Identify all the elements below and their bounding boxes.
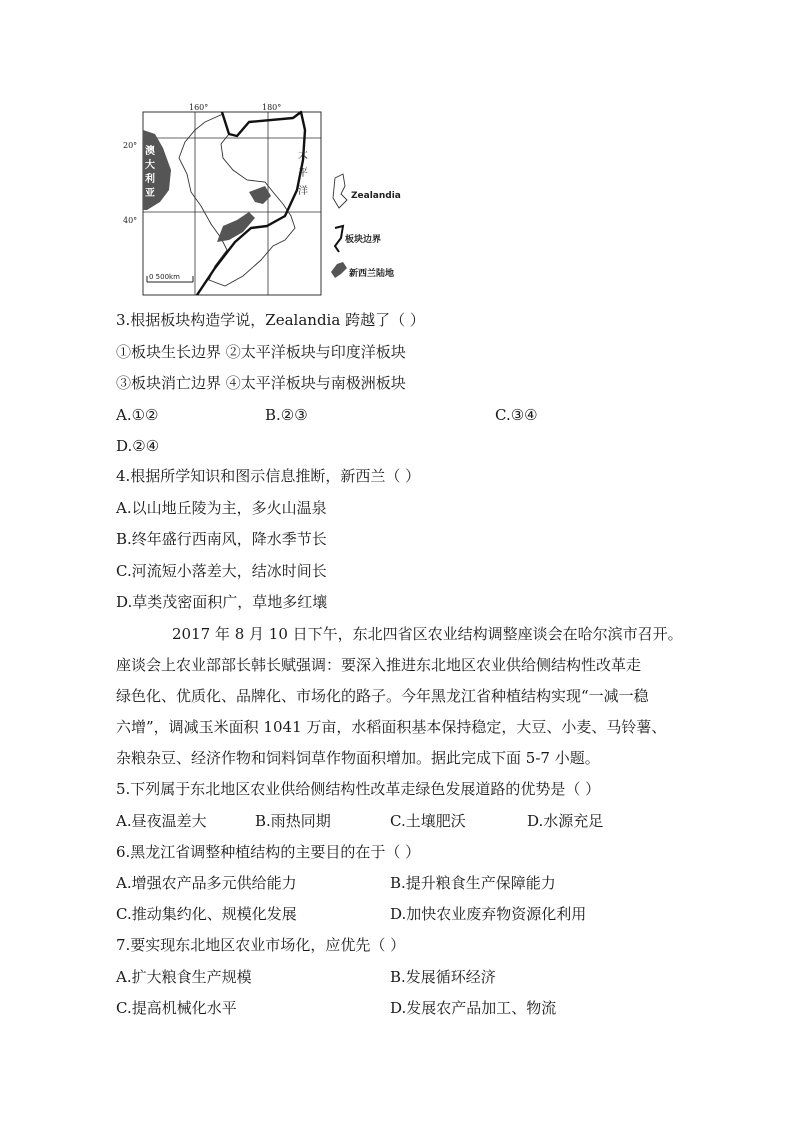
lon-160-label: 160° bbox=[189, 103, 209, 112]
new-zealand-land bbox=[217, 212, 255, 242]
legend-nz-land-label: 新西兰陆地 bbox=[349, 269, 395, 279]
passage-line: 绿色化、优质化、品牌化、市场化的路子。今年黑龙江省种植结构实现“一减一稳 bbox=[116, 687, 649, 705]
q6-option-a: A.增强农产品多元供给能力 bbox=[116, 874, 297, 892]
q7-option-a: A.扩大粮食生产规模 bbox=[116, 968, 252, 986]
legend-boundary-symbol bbox=[335, 226, 343, 252]
q6-option-b: B.提升粮食生产保障能力 bbox=[390, 874, 556, 892]
australia-label: 澳 bbox=[145, 146, 155, 157]
q3-option-a: A.①② bbox=[116, 406, 159, 424]
q3-stem: 3.根据板块构造学说，Zealandia 跨越了（ ） bbox=[116, 311, 425, 329]
scale-label: 0 500km bbox=[149, 273, 180, 281]
map-frame bbox=[143, 112, 321, 295]
q5-option-a: A.昼夜温差大 bbox=[116, 812, 207, 830]
q7-option-d: D.发展农产品加工、物流 bbox=[390, 999, 557, 1017]
australia-label: 利 bbox=[145, 174, 155, 185]
legend-zealandia-symbol bbox=[333, 174, 347, 208]
passage-line: 杂粮杂豆、经济作物和饲料饲草作物面积增加。据此完成下面 5-7 小题。 bbox=[116, 749, 600, 767]
q7-option-c: C.提高机械化水平 bbox=[116, 999, 237, 1017]
lat-40-label: 40° bbox=[123, 216, 138, 225]
passage bbox=[116, 619, 696, 774]
q4-option: B.终年盛行西南风，降水季节长 bbox=[116, 530, 327, 548]
q3-option-d: D.②④ bbox=[116, 437, 160, 455]
q4-option: D.草类茂密面积广，草地多红壤 bbox=[116, 593, 328, 611]
q5-stem: 5.下列属于东北地区农业供给侧结构性改革走绿色发展道路的优势是（ ） bbox=[116, 780, 601, 798]
q5-option-b: B.雨热同期 bbox=[255, 812, 331, 830]
q3-option-c: C.③④ bbox=[495, 406, 538, 424]
q3-item: ③板块消亡边界 ④太平洋板块与南极洲板块 bbox=[116, 374, 406, 392]
q4-option: C.河流短小落差大，结冰时间长 bbox=[116, 562, 327, 580]
pacific-label: 太 bbox=[298, 150, 308, 161]
q3-option-b: B.②③ bbox=[265, 406, 308, 424]
passage-line: 六增”，调减玉米面积 1041 万亩，水稻面积基本保持稳定，大豆、小麦、马铃薯、 bbox=[116, 718, 667, 736]
q6-stem: 6.黑龙江省调整种植结构的主要目的在于（ ） bbox=[116, 843, 421, 861]
lon-180-label: 180° bbox=[262, 103, 282, 112]
australia-label: 大 bbox=[145, 160, 155, 171]
q7-stem: 7.要实现东北地区农业市场化，应优先（ ） bbox=[116, 936, 406, 954]
q5-option-d: D.水源充足 bbox=[527, 812, 604, 830]
passage-line: 2017 年 8 月 10 日下午，东北四省区农业结构调整座谈会在哈尔滨市召开。 bbox=[172, 625, 683, 643]
legend-boundary-label: 板块边界 bbox=[345, 235, 382, 245]
q5-option-c: C.土壤肥沃 bbox=[390, 812, 466, 830]
q6-option-c: C.推动集约化、规模化发展 bbox=[116, 905, 297, 923]
legend-zealandia-label: Zealandia bbox=[351, 191, 401, 201]
q7-option-b: B.发展循环经济 bbox=[390, 968, 496, 986]
q3-item: ①板块生长边界 ②太平洋板块与印度洋板块 bbox=[116, 343, 406, 361]
pacific-label: 洋 bbox=[298, 186, 308, 197]
pacific-label: 平 bbox=[298, 168, 308, 179]
q4-option: A.以山地丘陵为主，多火山温泉 bbox=[116, 499, 327, 517]
plate-boundary-line bbox=[197, 112, 305, 295]
lat-20-label: 20° bbox=[123, 141, 138, 150]
australia-label: 亚 bbox=[145, 188, 155, 199]
q4-stem: 4.根据所学知识和图示信息推断，新西兰（ ） bbox=[116, 467, 421, 485]
q6-option-d: D.加快农业废弃物资源化利用 bbox=[390, 905, 587, 923]
legend-nz-land-symbol bbox=[331, 262, 347, 278]
zealandia-map bbox=[125, 100, 465, 300]
passage-line: 座谈会上农业部部长韩长赋强调：要深入推进东北地区农业供给侧结构性改革走 bbox=[116, 656, 642, 674]
zealandia-outline bbox=[179, 114, 295, 286]
